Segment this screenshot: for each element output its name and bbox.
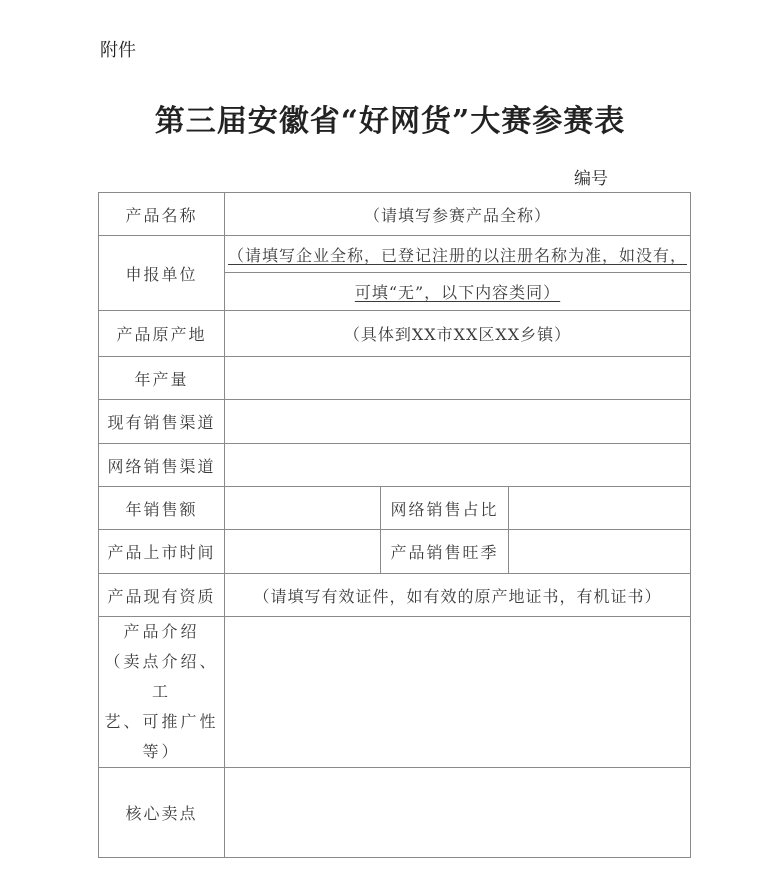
launch-time-field[interactable] (225, 530, 381, 574)
introduction-label-line1: 产品介绍 (123, 622, 200, 641)
annual-output-field[interactable] (225, 357, 691, 400)
qualifications-label: 产品现有资质 (99, 574, 225, 617)
online-share-field[interactable] (509, 487, 691, 530)
applicant-label: 申报单位 (99, 236, 225, 311)
current-channels-label: 现有销售渠道 (99, 400, 225, 444)
row-launch-time (99, 530, 691, 574)
row-applicant (99, 236, 691, 273)
online-channels-label: 网络销售渠道 (99, 444, 225, 487)
introduction-field[interactable] (225, 617, 691, 768)
serial-number-label: 编号 (574, 169, 608, 189)
introduction-label-line2: （卖点介绍、工 (104, 652, 219, 701)
product-name-field[interactable]: （请填写参赛产品全称） (225, 193, 691, 236)
annual-output-label: 年产量 (99, 357, 225, 400)
row-annual-output (99, 357, 691, 400)
online-channels-field[interactable] (225, 444, 691, 487)
origin-field[interactable]: （具体到XX市XX区XX乡镇） (225, 311, 691, 357)
annual-sales-field[interactable] (225, 487, 381, 530)
row-introduction (99, 617, 691, 768)
introduction-label-line3: 艺、可推广性 (104, 712, 219, 731)
core-selling-points-label: 核心卖点 (99, 768, 225, 858)
qualifications-field[interactable]: （请填写有效证件，如有效的原产地证书，有机证书） (225, 574, 691, 617)
origin-label: 产品原产地 (99, 311, 225, 357)
attachment-label: 附件 (100, 40, 136, 61)
introduction-label (99, 617, 225, 768)
row-annual-sales (99, 487, 691, 530)
core-selling-points-field[interactable] (225, 768, 691, 858)
applicant-hint-line2[interactable]: 可填“无”，以下内容类同） (225, 273, 691, 311)
entry-form-table (98, 192, 691, 858)
applicant-hint-line1[interactable]: （请填写企业全称，已登记注册的以注册名称为准，如没有， (225, 236, 691, 273)
introduction-label-line4: 等） (142, 742, 181, 761)
product-name-label: 产品名称 (99, 193, 225, 236)
current-channels-field[interactable] (225, 400, 691, 444)
annual-sales-label: 年销售额 (99, 487, 225, 530)
online-share-label: 网络销售占比 (381, 487, 509, 530)
row-current-channels (99, 400, 691, 444)
row-product-name (99, 193, 691, 236)
row-core-selling-points (99, 768, 691, 858)
row-qualifications (99, 574, 691, 617)
peak-season-label: 产品销售旺季 (381, 530, 509, 574)
page-title: 第三届安徽省“好网货”大赛参赛表 (154, 104, 626, 139)
row-origin (99, 311, 691, 357)
peak-season-field[interactable] (509, 530, 691, 574)
row-online-channels (99, 444, 691, 487)
launch-time-label: 产品上市时间 (99, 530, 225, 574)
